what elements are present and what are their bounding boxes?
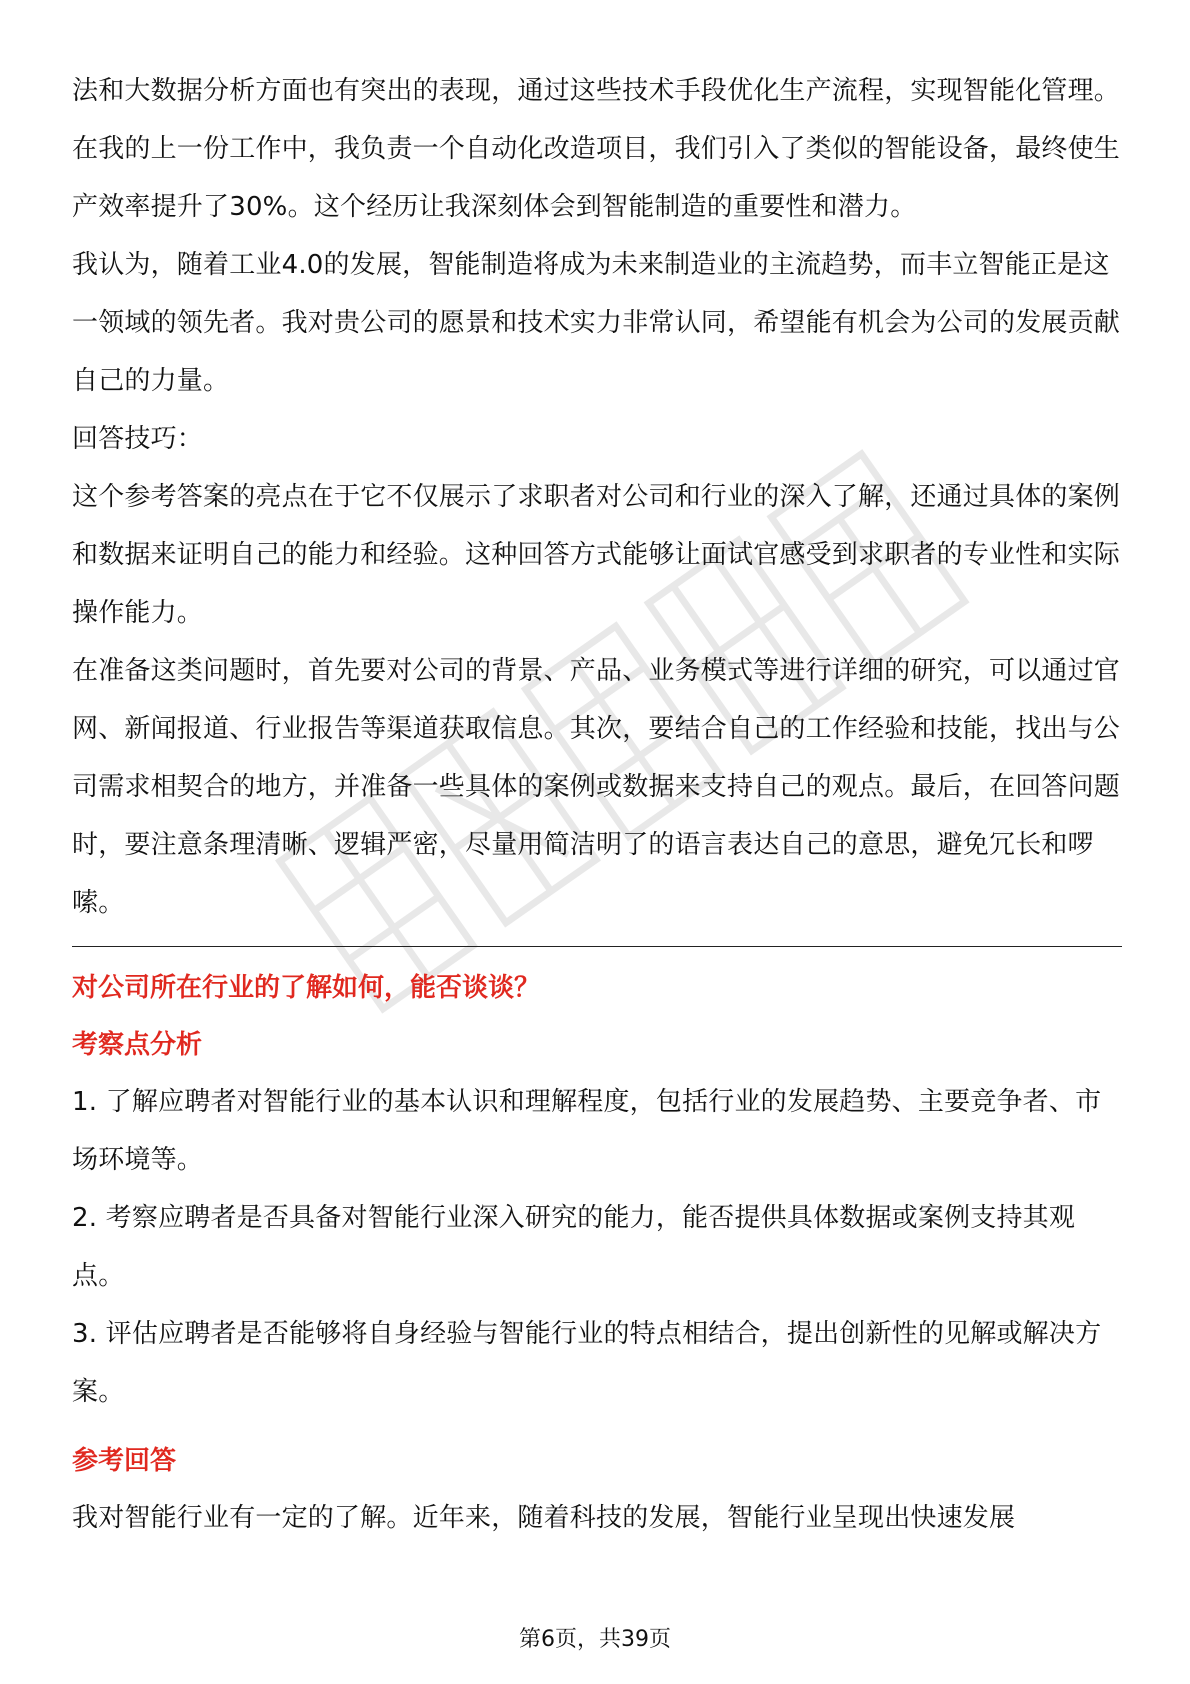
page-content <box>72 62 1122 1547</box>
answer-paragraph: 我对智能行业有一定的了解。近年来，随着科技的发展，智能行业呈现出快速发展 <box>72 1503 1016 1533</box>
analysis-item: 2. 考察应聘者是否具备对智能行业深入研究的能力，能否提供具体数据或案例支持其观点。 <box>72 1203 1076 1291</box>
answer-heading: 参考回答 <box>72 1446 177 1476</box>
question-title: 对公司所在行业的了解如何，能否谈谈？ <box>72 973 541 1003</box>
page-number: 第6页，共39页 <box>519 1627 671 1652</box>
tips-label: 回答技巧： <box>72 424 204 454</box>
analysis-item: 3. 评估应聘者是否能够将自身经验与智能行业的特点相结合，提出创新性的见解或解决方案。 <box>72 1319 1102 1407</box>
body-paragraph: 在我的上一份工作中，我负责一个自动化改造项目，我们引入了类似的智能设备，最终使生产效率提升了30%。这个经历让我深刻体会到智能制造的重要性和潜力。 <box>72 134 1121 222</box>
body-paragraph: 在准备这类问题时，首先要对公司的背景、产品、业务模式等进行详细的研究，可以通过官网、新闻报道、行业报告等渠道获取信息。其次，要结合自己的工作经验和技能，找出与公司需求相契合的地方，并准备一些具体的案例或数据来支持自己的观点。最后，在回答问题时，要注意条理清晰、逻辑严密，尽量用简洁明了的语言表达自己的意思，避免冗长和啰嗦。 <box>72 656 1121 918</box>
body-paragraph: 我认为，随着工业4.0的发展，智能制造将成为未来制造业的主流趋势，而丰立智能正是这一领域的领先者。我对贵公司的愿景和技术实力非常认同，希望能有机会为公司的发展贡献自己的力量。 <box>72 250 1121 396</box>
analysis-item: 1. 了解应聘者对智能行业的基本认识和理解程度，包括行业的发展趋势、主要竞争者、市场环境等。 <box>72 1087 1102 1175</box>
body-paragraph: 法和大数据分析方面也有突出的表现，通过这些技术手段优化生产流程，实现智能化管理。 <box>72 76 1121 106</box>
analysis-heading: 考察点分析 <box>72 1030 203 1060</box>
body-paragraph: 这个参考答案的亮点在于它不仅展示了求职者对公司和行业的深入了解，还通过具体的案例和数据来证明自己的能力和经验。这种回答方式能够让面试官感受到求职者的专业性和实际操作能力。 <box>72 482 1121 628</box>
section-divider <box>72 946 1122 947</box>
